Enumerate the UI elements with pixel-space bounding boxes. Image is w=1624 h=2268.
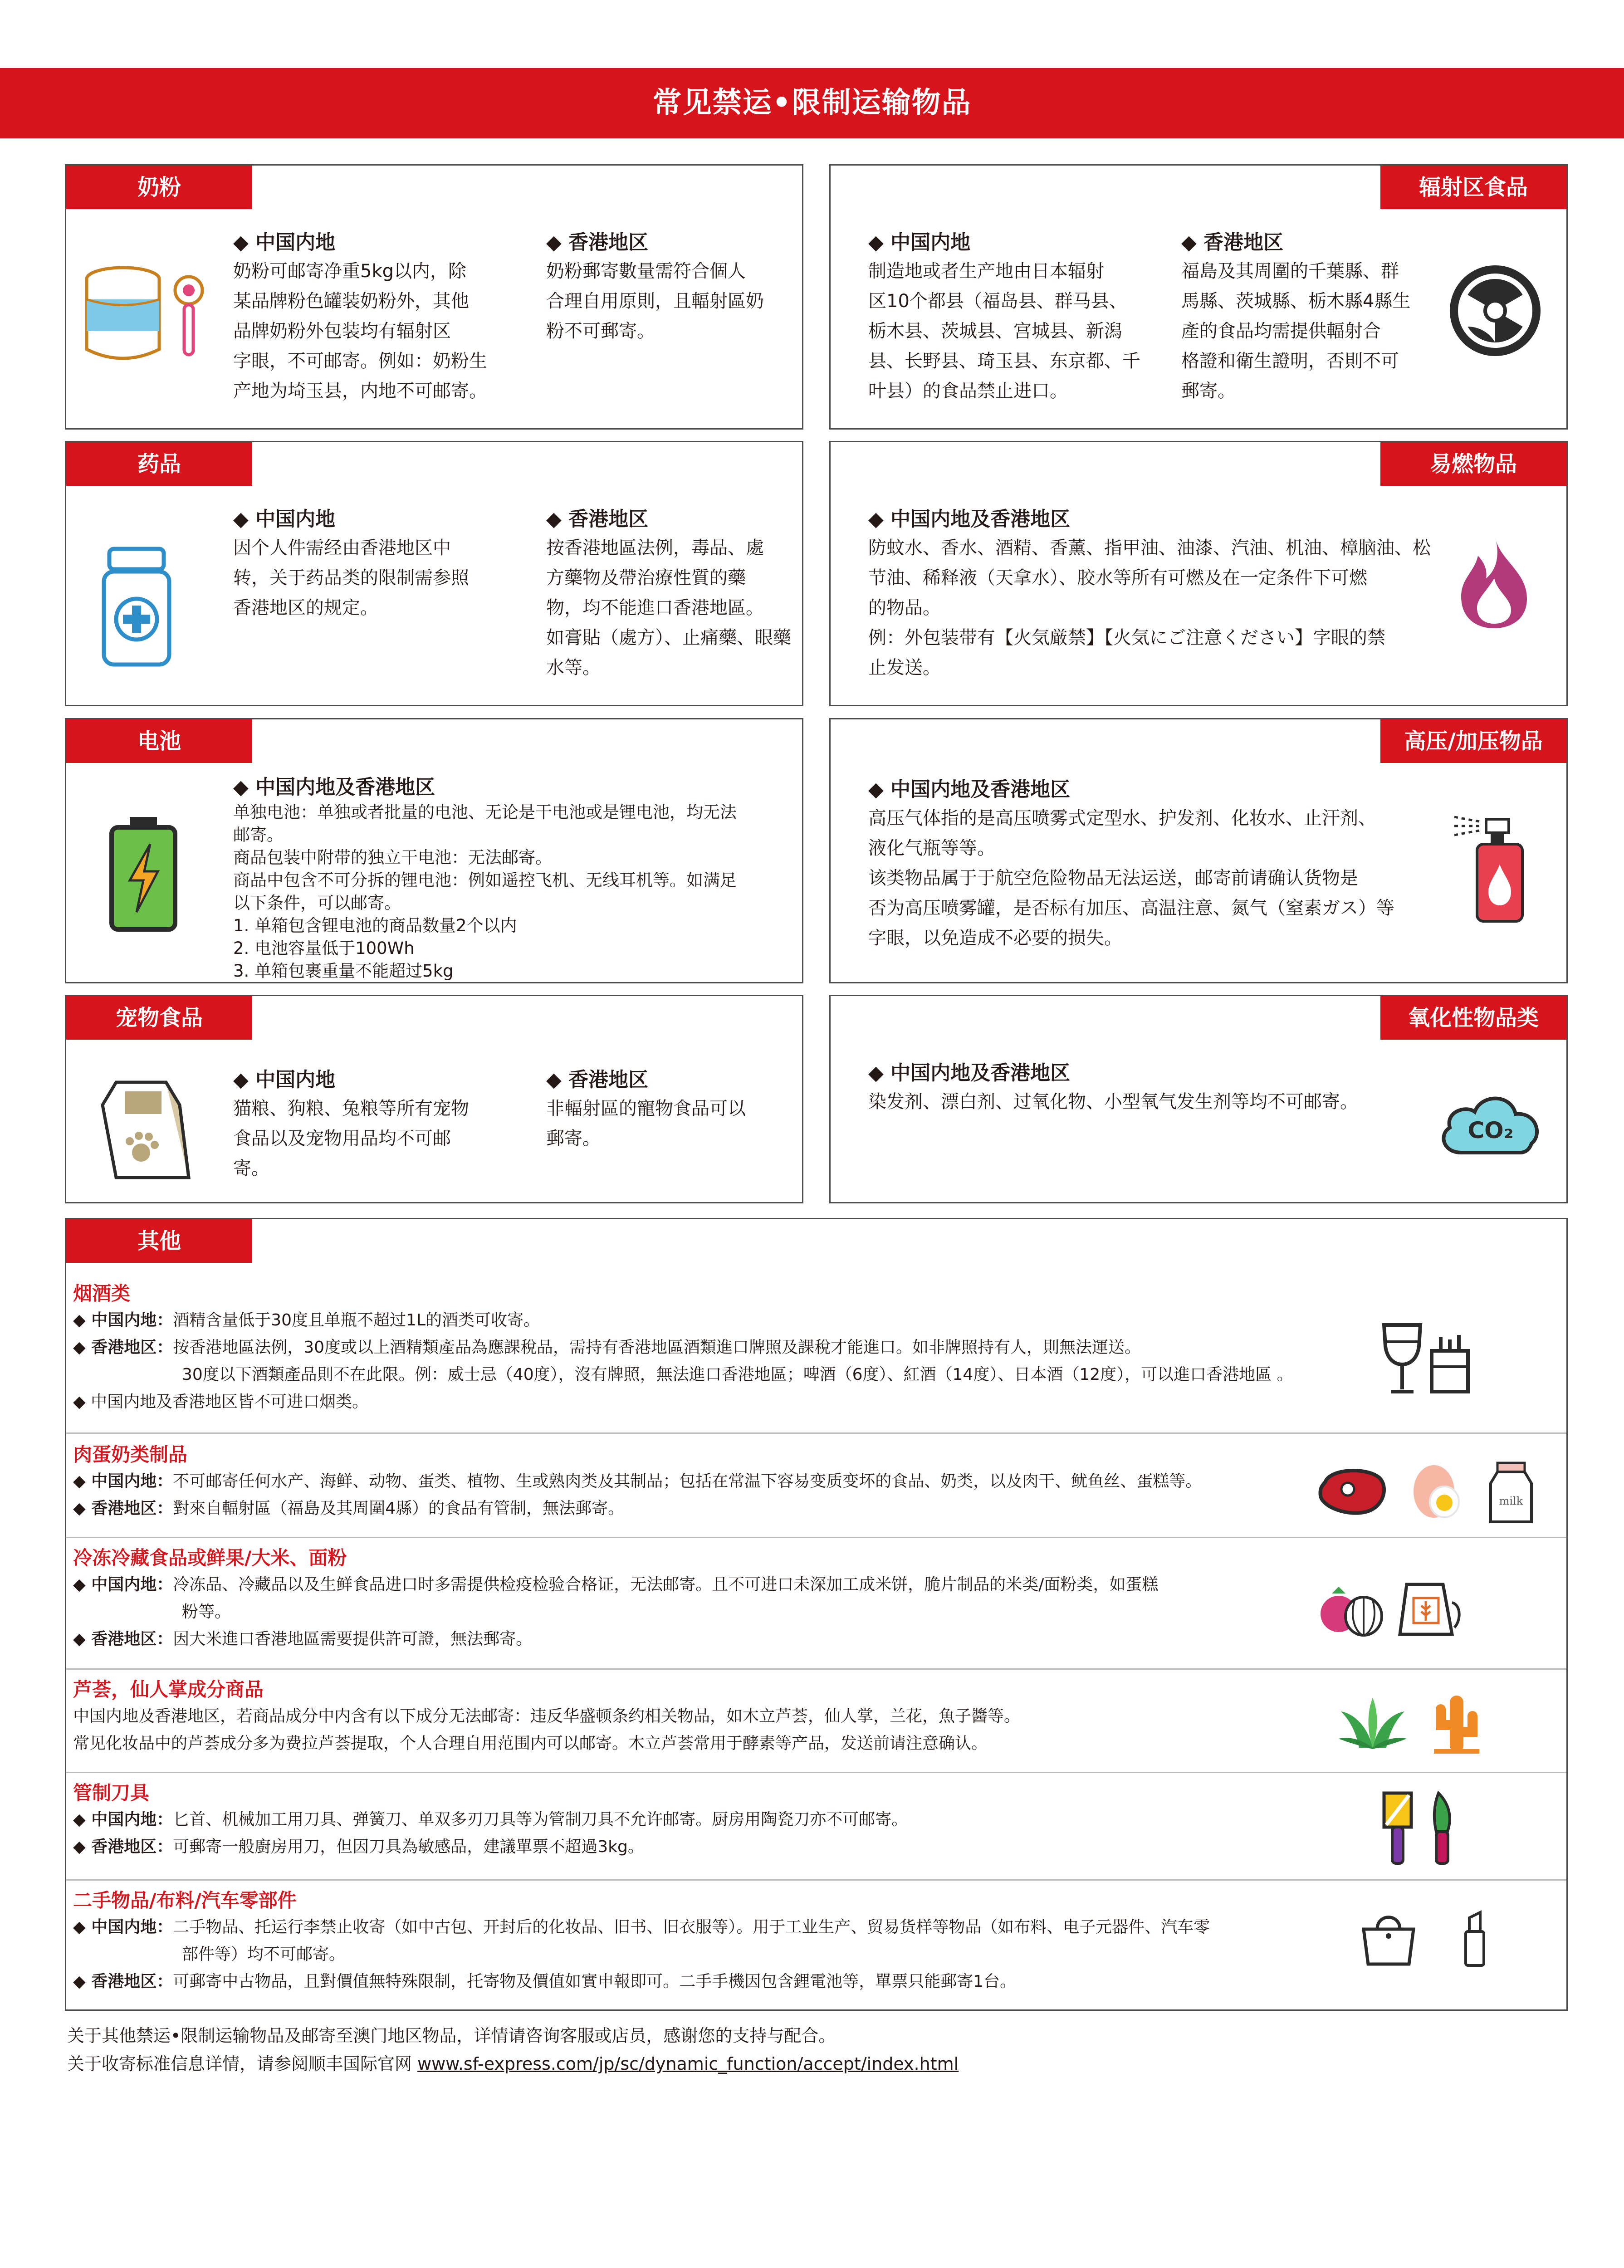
text-line: 粉不可郵寄。 <box>546 321 655 342</box>
region-column <box>868 776 1440 953</box>
text-line: 县、长野县、琦玉县、东京都、千 <box>868 351 1140 371</box>
text-line: 否为高压喷雾罐，是否标有加压、高温注意、氮气（窒素ガス）等 <box>868 898 1394 919</box>
text-line <box>73 1468 1343 1495</box>
meat-icon <box>1316 1464 1389 1519</box>
text-line <box>73 1914 1343 1941</box>
hongkong-column <box>1181 229 1435 406</box>
text-line: 寄。 <box>233 1158 269 1179</box>
text-line: 產的食品均需提供輻射合 <box>1181 321 1381 342</box>
text-line: 高压气体指的是高压喷雾式定型水、护发剂、化妆水、止汗剂、 <box>868 808 1376 829</box>
line-text: 按香港地區法例，30度或以上酒精類產品為應課稅品，需持有香港地區酒類進口牌照及課稅才能進口。如非牌照持有人，則無法運送。 <box>173 1338 1141 1357</box>
section-meat-egg-milk <box>73 1442 1343 1522</box>
text-line: 转，关于药品类的限制需参照 <box>233 567 469 588</box>
text-line: 奶粉郵寄數量需符合個人 <box>546 261 746 282</box>
text-line <box>73 1388 1343 1416</box>
section-frozen-rice <box>73 1545 1343 1653</box>
region-title: ◆ 中国内地及香港地区 <box>868 508 1071 531</box>
milk-carton-icon <box>1488 1461 1534 1524</box>
line-text: 二手物品、托运行李禁止收寄（如中古包、开封后的化妆品、旧书、旧衣服等）。用于工业生产、贸易货样等物品（如布料、电子元器件、汽车零 <box>173 1918 1210 1936</box>
section-second-hand <box>73 1887 1343 1995</box>
egg-icon <box>1409 1462 1463 1521</box>
text-line: 如膏貼（處方）、止痛藥、眼藥 <box>546 627 791 648</box>
wine-cigarette-icon <box>1377 1321 1472 1396</box>
knife-icon <box>1379 1791 1466 1868</box>
section-tobacco-alcohol <box>73 1281 1343 1416</box>
text-line <box>73 1495 1343 1522</box>
text-line: 的物品。 <box>868 597 941 618</box>
text-line: 郵寄。 <box>546 1128 601 1149</box>
line-text: 因大米進口香港地區需要提供許可證，無法郵寄。 <box>173 1630 533 1648</box>
region-title: ◆ 中国内地及香港地区 <box>868 1061 1071 1085</box>
line-label: ◆ 中国内地： <box>73 1311 173 1330</box>
card-tag: 辐射区食品 <box>1380 166 1566 209</box>
cactus-icon <box>1427 1691 1486 1755</box>
text-line: 品牌奶粉外包装均有辐射区 <box>233 321 451 342</box>
section-title: 芦荟，仙人掌成分商品 <box>73 1678 264 1701</box>
line-label: ◆ 中国内地： <box>73 1472 173 1491</box>
line-label: ◆ 香港地区： <box>73 1972 173 1991</box>
text-line: 栃木县、茨城县、宫城县、新潟 <box>868 321 1122 342</box>
hongkong-column <box>546 229 791 346</box>
radiation-icon <box>1445 261 1545 361</box>
card-pet-food <box>65 995 803 1203</box>
line-text: 冷冻品、冷藏品以及生鲜食品进口时多需提供检疫检验合格证，无法邮寄。且不可进口未深加工成米饼，脆片制品的米类/面粉类，如蛋糕 <box>173 1575 1159 1594</box>
co2-cloud-icon <box>1434 1085 1547 1162</box>
text-line: 区10个都县（福岛县、群马县、 <box>868 291 1127 312</box>
text-line <box>73 1307 1343 1334</box>
region-column <box>868 1060 1431 1117</box>
text-line: 方藥物及帶治療性質的藥 <box>546 567 746 588</box>
card-tag: 奶粉 <box>66 166 252 209</box>
text-line: 叶县）的食品禁止进口。 <box>868 381 1068 401</box>
text-line <box>73 1833 1343 1861</box>
line-text: 部件等）均不可邮寄。 <box>182 1945 346 1964</box>
text-line: 邮寄。 <box>233 825 284 845</box>
line-label: ◆ 香港地区： <box>73 1630 173 1648</box>
text-line: 该类物品属于于航空危险物品无法运送，邮寄前请确认货物是 <box>868 868 1358 889</box>
text-line: 按香港地區法例，毒品、處 <box>546 538 764 558</box>
text-line <box>73 1598 1343 1626</box>
card-flammable <box>829 441 1568 706</box>
text-line <box>73 1968 1343 1995</box>
text-line: 郵寄。 <box>1181 381 1236 401</box>
milk-powder-icon <box>84 263 216 367</box>
line-label: ◆ 中国内地： <box>73 1575 173 1594</box>
card-pressurized <box>829 718 1568 983</box>
section-knives <box>73 1780 1343 1861</box>
page-title: 常见禁运•限制运输物品 <box>0 68 1624 138</box>
section-title: 二手物品/布料/汽车零部件 <box>73 1889 297 1911</box>
region-title: ◆ 中国内地及香港地区 <box>868 778 1071 801</box>
line-text: 酒精含量低于30度且单瓶不超过1L的酒类可收寄。 <box>173 1311 540 1330</box>
text-line: 馬縣、茨城縣、栃木縣4縣生 <box>1181 291 1411 312</box>
fire-icon <box>1454 535 1534 631</box>
section-divider <box>66 1772 1566 1773</box>
section-title: 烟酒类 <box>73 1282 131 1305</box>
card-tag: 宠物食品 <box>66 996 252 1040</box>
mainland-column <box>233 229 505 406</box>
text-line: 1. 单箱包含锂电池的商品数量2个以内 <box>233 916 517 935</box>
line-text: 對來自輻射區（福島及其周圍4縣）的食品有管制，無法郵寄。 <box>173 1499 625 1518</box>
footer-website-prefix: 关于收寄标准信息详情，请参阅顺丰国际官网 <box>67 2054 418 2074</box>
text-line: 商品包装中附带的独立干电池：无法邮寄。 <box>233 848 552 867</box>
text-line: 产地为埼玉县，内地不可邮寄。 <box>233 381 487 401</box>
section-title: 冷冻冷藏食品或鲜果/大米、面粉 <box>73 1547 347 1569</box>
card-milk-powder <box>65 164 803 430</box>
medicine-bottle-icon <box>100 547 173 667</box>
line-text: 30度以下酒類產品則不在此限。例：威士忌（40度），沒有牌照，無法進口香港地區；啤酒（6度）、紅酒（14度）、日本酒（12度），可以進口香港地區 。 <box>182 1365 1293 1384</box>
card-tag: 易燃物品 <box>1380 442 1566 486</box>
co2-label: CO₂ <box>1467 1117 1514 1144</box>
text-line: 香港地区的规定。 <box>233 597 378 618</box>
section-divider <box>66 1432 1566 1434</box>
website-link[interactable]: www.sf-express.com/jp/sc/dynamic_function/accept/index.html <box>417 2054 959 2074</box>
text-line: 格證和衛生證明，否則不可 <box>1181 351 1399 371</box>
region-column <box>868 506 1440 683</box>
text-line <box>73 1361 1343 1388</box>
fruit-vegetable-icon <box>1318 1580 1386 1639</box>
text-line <box>73 1571 1343 1598</box>
text-line <box>73 1334 1343 1361</box>
region-title: ◆ 中国内地 <box>233 1068 336 1091</box>
text-line <box>73 1806 1343 1833</box>
line-text: 不可邮寄任何水产、海鲜、动物、蛋类、植物、生或熟肉类及其制品；包括在常温下容易变质变坏的食品、奶类，以及肉干、鱿鱼丝、蛋糕等。 <box>173 1472 1202 1491</box>
text-line: 合理自用原則，且輻射區奶 <box>546 291 764 312</box>
section-aloe-cactus <box>73 1677 1343 1757</box>
region-title: ◆ 中国内地 <box>233 231 336 254</box>
text-line: 物，均不能進口香港地區。 <box>546 597 764 618</box>
lipstick-icon <box>1461 1909 1488 1968</box>
card-battery <box>65 718 803 983</box>
battery-icon <box>107 815 180 933</box>
section-divider <box>66 1879 1566 1881</box>
text-line: 例：外包装带有【火気厳禁】【火気にご注意ください】字眼的禁 <box>868 627 1385 648</box>
text-line: 以下条件，可以邮寄。 <box>233 893 401 913</box>
milk-label: milk <box>1499 1495 1523 1507</box>
handbag-icon <box>1359 1909 1418 1968</box>
spray-can-icon <box>1452 808 1529 924</box>
region-title: ◆ 香港地区 <box>546 231 649 254</box>
line-text: 中国内地及香港地区，若商品成分中内含有以下成分无法邮寄：违反华盛顿条约相关物品，如木立芦荟，仙人掌，兰花，魚子醬等。 <box>73 1707 1021 1725</box>
text-line: 3. 单箱包裹重量不能超过5kg <box>233 961 454 981</box>
line-label: ◆ 香港地区： <box>73 1499 173 1518</box>
text-line: 防蚊水、香水、酒精、香薰、指甲油、油漆、汽油、机油、樟脑油、松 <box>868 538 1431 558</box>
card-oxidizer <box>829 995 1568 1203</box>
card-tag: 药品 <box>66 442 252 486</box>
footer-note: 关于其他禁运•限制运输物品及邮寄至澳门地区物品，详情请咨询客服或店员，感谢您的支持与配合。 <box>67 2026 836 2046</box>
hongkong-column <box>546 1066 791 1154</box>
text-line <box>73 1703 1343 1730</box>
region-title: ◆ 香港地区 <box>546 1068 649 1091</box>
line-text: ◆ 中国内地及香港地区皆不可进口烟类。 <box>73 1393 369 1411</box>
text-line: 奶粉可邮寄净重5kg以内，除 <box>233 261 467 282</box>
text-line: 字眼，不可邮寄。例如：奶粉生 <box>233 351 487 371</box>
region-title: ◆ 中国内地 <box>868 231 971 254</box>
card-radiation-food <box>829 164 1568 430</box>
card-tag: 其他 <box>66 1219 252 1263</box>
text-line: 染发剂、漂白剂、过氧化物、小型氧气发生剂等均不可邮寄。 <box>868 1091 1358 1112</box>
line-label: ◆ 中国内地： <box>73 1810 173 1829</box>
line-text: 可郵寄一般廚房用刀，但因刀具為敏感品，建議單票不超過3kg。 <box>173 1838 644 1856</box>
region-title: ◆ 中国内地 <box>233 508 336 531</box>
text-line: 止发送。 <box>868 657 941 678</box>
region-title: ◆ 香港地区 <box>546 508 649 531</box>
text-line: 某品牌粉色罐装奶粉外，其他 <box>233 291 469 312</box>
mainland-column <box>233 506 505 623</box>
footer-website <box>67 2050 959 2077</box>
text-line <box>73 1626 1343 1653</box>
text-line: 食品以及宠物用品均不可邮 <box>233 1128 451 1149</box>
rice-bag-icon <box>1395 1578 1468 1641</box>
aloe-icon <box>1336 1696 1409 1750</box>
text-line: 字眼，以免造成不必要的损失。 <box>868 928 1122 948</box>
section-divider <box>66 1537 1566 1538</box>
text-line: 非輻射區的寵物食品可以 <box>546 1098 746 1119</box>
mainland-column <box>233 1066 505 1183</box>
text-line: 液化气瓶等等。 <box>868 838 995 859</box>
pet-food-bag-icon <box>98 1078 193 1182</box>
text-line: 福島及其周圍的千葉縣、群 <box>1181 261 1399 282</box>
card-tag: 高压/加压物品 <box>1380 719 1566 763</box>
line-label: ◆ 香港地区： <box>73 1838 173 1856</box>
line-text: 粉等。 <box>182 1603 231 1621</box>
text-line: 猫粮、狗粮、兔粮等所有宠物 <box>233 1098 469 1119</box>
card-medicine <box>65 441 803 706</box>
text-line: 制造地或者生产地由日本辐射 <box>868 261 1104 282</box>
region-column <box>233 774 787 982</box>
section-divider <box>66 1668 1566 1670</box>
text-line: 因个人件需经由香港地区中 <box>233 538 451 558</box>
text-line: 节油、稀释液（天拿水）、胶水等所有可燃及在一定条件下可燃 <box>868 567 1367 588</box>
text-line <box>73 1941 1343 1968</box>
text-line: 商品中包含不可分拆的锂电池：例如遥控飞机、无线耳机等。如满足 <box>233 870 737 890</box>
text-line: 水等。 <box>546 657 601 678</box>
text-line <box>73 1730 1343 1757</box>
line-label: ◆ 香港地区： <box>73 1338 173 1357</box>
hongkong-column <box>546 506 800 683</box>
line-text: 匕首、机械加工用刀具、弹簧刀、单双多刃刀具等为管制刀具不允许邮寄。厨房用陶瓷刀亦不可邮寄。 <box>173 1810 908 1829</box>
region-title: ◆ 香港地区 <box>1181 231 1284 254</box>
region-title: ◆ 中国内地及香港地区 <box>233 776 435 799</box>
card-others <box>65 1218 1568 2011</box>
text-line: 2. 电池容量低于100Wh <box>233 938 415 958</box>
mainland-column <box>868 229 1168 406</box>
card-tag: 氧化性物品类 <box>1380 996 1566 1040</box>
section-title: 管制刀具 <box>73 1782 150 1804</box>
line-text: 可郵寄中古物品，且對價值無特殊限制，托寄物及價值如實申報即可。二手手機因包含鋰電池等，單票只能郵寄1台。 <box>173 1972 1017 1991</box>
card-tag: 电池 <box>66 719 252 763</box>
line-label: ◆ 中国内地： <box>73 1918 173 1936</box>
section-title: 肉蛋奶类制品 <box>73 1443 188 1466</box>
text-line: 单独电池：单独或者批量的电池、无论是干电池或是锂电池，均无法 <box>233 802 737 822</box>
line-text: 常见化妆品中的芦荟成分多为费拉芦荟提取，个人合理自用范围内可以邮寄。木立芦荟常用于酵素等产品，发送前请注意确认。 <box>73 1734 988 1753</box>
